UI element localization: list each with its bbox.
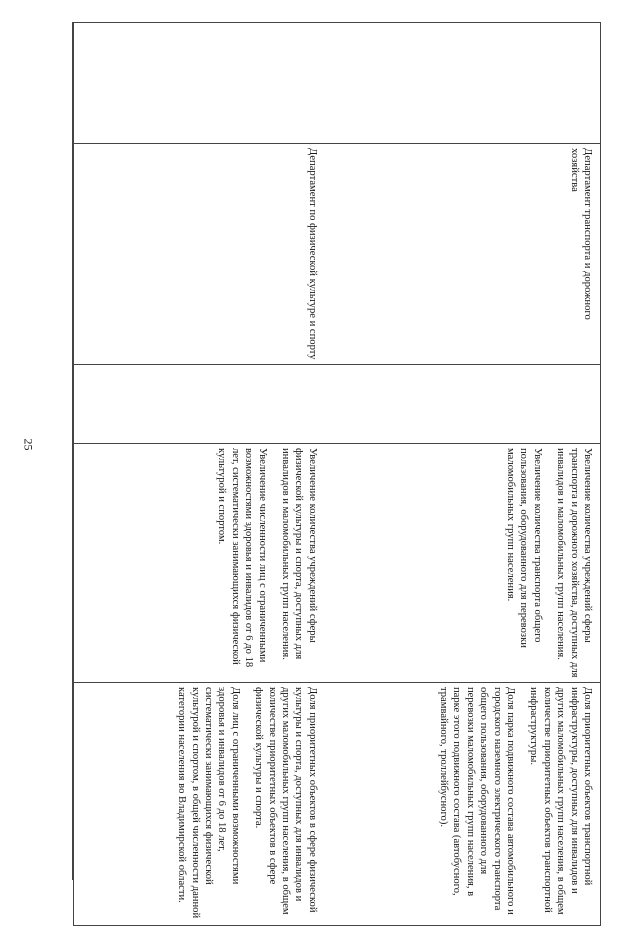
measures-table bbox=[73, 22, 601, 926]
department-name: Департамент по физической культуре и спорту bbox=[306, 148, 318, 360]
measures-cell bbox=[74, 444, 333, 683]
indicators-cell bbox=[333, 683, 601, 926]
page-number: 25 bbox=[21, 438, 36, 451]
indicator-text: Доля парка подвижного состава автомобильного и городского наземного электрического транспорта общего пользования, оборудованного для перевозки маломобильных групп населения, в парке этого подвижного состава (автобусного, трамвайного, троллейбусного). bbox=[437, 687, 516, 915]
empty-cell bbox=[333, 23, 601, 144]
table-row bbox=[74, 23, 333, 926]
indicator-text: Доля приоритетных объектов в сфере физической культуры и спорта, доступных для инвалидов и других маломобильных групп населения, в общем количестве приоритетных объектов в сфере физической культуры и спорта. bbox=[253, 687, 318, 915]
department-cell bbox=[74, 144, 333, 365]
empty-cell bbox=[74, 365, 333, 444]
measure-text: Увеличение количества учреждений сферы транспорта и дорожного хозяйства, доступных для инвалидов и маломобильных групп населения. bbox=[555, 448, 593, 678]
measure-text: Увеличение численности лиц с ограниченными возможностями здоровья и инвалидов от 6 до 18 лет, систематически занимающихся физической культурой и спортом. bbox=[216, 448, 268, 668]
empty-cell bbox=[74, 23, 333, 144]
indicators-cell bbox=[74, 683, 333, 926]
measures-cell bbox=[333, 444, 601, 683]
measure-text: Увеличение количества транспорта общего пользования, оборудованного для перевозки маломобильных групп населения. bbox=[504, 448, 543, 648]
table-row bbox=[333, 23, 601, 926]
indicator-text: Доля лиц с ограниченными возможностями здоровья и инвалидов от 6 до 18 лет, систематически занимающихся физической культурой и спортом, в общей численности данной категории населения во Владимирской области. bbox=[176, 687, 241, 919]
department-cell bbox=[333, 144, 601, 365]
indicator-text: Доля приоритетных объектов транспортной инфраструктуры, доступных для инвалидов и других маломобильных групп населения, в общем количестве приоритетных объектов транспортной инфраструктуры. bbox=[528, 687, 593, 915]
empty-cell bbox=[333, 365, 601, 444]
measure-text: Увеличение количества учреждений сферы физической культуры и спорта, доступных для инвалидов и маломобильных групп населения. bbox=[280, 448, 318, 660]
department-name: Департамент транспорта и дорожного хозяйства bbox=[568, 148, 593, 320]
rotated-table-container bbox=[73, 22, 601, 919]
